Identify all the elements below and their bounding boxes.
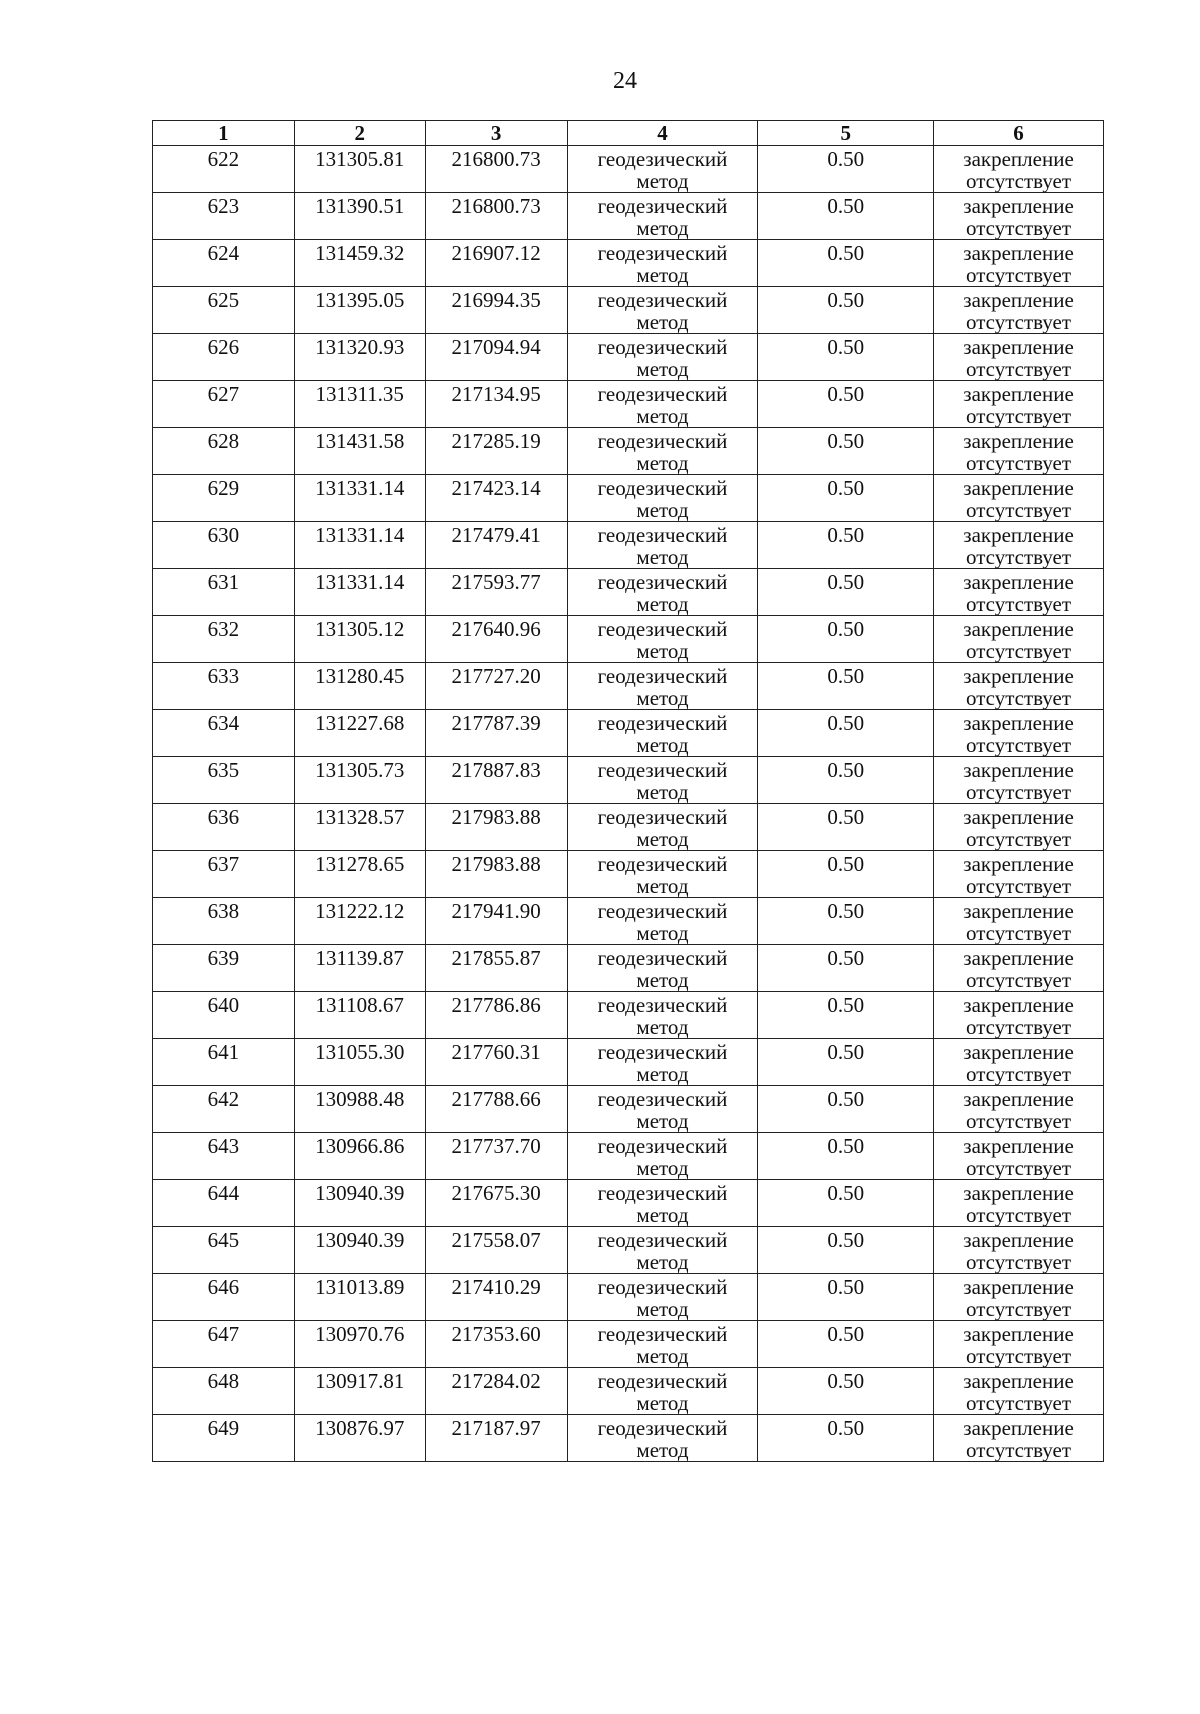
accuracy-cell: 0.50 [758,475,934,522]
x-coordinate-cell: 131331.14 [294,569,425,616]
header-col-2: 2 [294,121,425,146]
x-coordinate-cell: 130966.86 [294,1133,425,1180]
point-number-cell: 637 [153,851,295,898]
point-number-cell: 643 [153,1133,295,1180]
table-row [153,945,1104,992]
x-coordinate-cell: 131139.87 [294,945,425,992]
fixing-description-cell: закрепление отсутствует [934,1133,1104,1180]
y-coordinate-cell: 217134.95 [425,381,567,428]
accuracy-cell: 0.50 [758,522,934,569]
fixing-description-cell: закрепление отсутствует [934,428,1104,475]
accuracy-cell: 0.50 [758,240,934,287]
method-cell: геодезический метод [567,851,758,898]
x-coordinate-cell: 131320.93 [294,334,425,381]
method-cell: геодезический метод [567,522,758,569]
method-cell: геодезический метод [567,1039,758,1086]
y-coordinate-cell: 217479.41 [425,522,567,569]
method-cell: геодезический метод [567,616,758,663]
point-number-cell: 649 [153,1415,295,1462]
table-row [153,1368,1104,1415]
coordinates-table [152,120,1104,1462]
table-row [153,1274,1104,1321]
x-coordinate-cell: 131108.67 [294,992,425,1039]
table-row [153,522,1104,569]
accuracy-cell: 0.50 [758,945,934,992]
accuracy-cell: 0.50 [758,1274,934,1321]
table-row [153,1321,1104,1368]
table-row [153,1180,1104,1227]
point-number-cell: 622 [153,146,295,193]
y-coordinate-cell: 217284.02 [425,1368,567,1415]
x-coordinate-cell: 131331.14 [294,475,425,522]
method-cell: геодезический метод [567,193,758,240]
method-cell: геодезический метод [567,1086,758,1133]
y-coordinate-cell: 217410.29 [425,1274,567,1321]
point-number-cell: 635 [153,757,295,804]
table-row [153,757,1104,804]
accuracy-cell: 0.50 [758,1227,934,1274]
fixing-description-cell: закрепление отсутствует [934,804,1104,851]
header-col-5: 5 [758,121,934,146]
accuracy-cell: 0.50 [758,710,934,757]
y-coordinate-cell: 216907.12 [425,240,567,287]
point-number-cell: 645 [153,1227,295,1274]
point-number-cell: 641 [153,1039,295,1086]
y-coordinate-cell: 217285.19 [425,428,567,475]
method-cell: геодезический метод [567,757,758,804]
point-number-cell: 640 [153,992,295,1039]
accuracy-cell: 0.50 [758,851,934,898]
x-coordinate-cell: 131311.35 [294,381,425,428]
method-cell: геодезический метод [567,146,758,193]
fixing-description-cell: закрепление отсутствует [934,710,1104,757]
fixing-description-cell: закрепление отсутствует [934,1415,1104,1462]
fixing-description-cell: закрепление отсутствует [934,569,1104,616]
point-number-cell: 646 [153,1274,295,1321]
y-coordinate-cell: 217558.07 [425,1227,567,1274]
accuracy-cell: 0.50 [758,663,934,710]
table-row [153,1086,1104,1133]
x-coordinate-cell: 131305.81 [294,146,425,193]
header-col-6: 6 [934,121,1104,146]
method-cell: геодезический метод [567,428,758,475]
method-cell: геодезический метод [567,1368,758,1415]
y-coordinate-cell: 217423.14 [425,475,567,522]
x-coordinate-cell: 130988.48 [294,1086,425,1133]
table-header [153,121,1104,146]
accuracy-cell: 0.50 [758,381,934,428]
accuracy-cell: 0.50 [758,287,934,334]
y-coordinate-cell: 216800.73 [425,193,567,240]
fixing-description-cell: закрепление отсутствует [934,287,1104,334]
x-coordinate-cell: 131227.68 [294,710,425,757]
fixing-description-cell: закрепление отсутствует [934,1274,1104,1321]
header-col-1: 1 [153,121,295,146]
accuracy-cell: 0.50 [758,193,934,240]
method-cell: геодезический метод [567,710,758,757]
accuracy-cell: 0.50 [758,334,934,381]
method-cell: геодезический метод [567,240,758,287]
fixing-description-cell: закрепление отсутствует [934,475,1104,522]
fixing-description-cell: закрепление отсутствует [934,334,1104,381]
accuracy-cell: 0.50 [758,1368,934,1415]
accuracy-cell: 0.50 [758,992,934,1039]
x-coordinate-cell: 131459.32 [294,240,425,287]
x-coordinate-cell: 131280.45 [294,663,425,710]
table-row [153,334,1104,381]
accuracy-cell: 0.50 [758,1086,934,1133]
x-coordinate-cell: 131331.14 [294,522,425,569]
table-row [153,428,1104,475]
accuracy-cell: 0.50 [758,898,934,945]
point-number-cell: 628 [153,428,295,475]
point-number-cell: 636 [153,804,295,851]
table-row [153,804,1104,851]
point-number-cell: 623 [153,193,295,240]
table-row [153,992,1104,1039]
x-coordinate-cell: 131305.73 [294,757,425,804]
method-cell: геодезический метод [567,1321,758,1368]
method-cell: геодезический метод [567,898,758,945]
y-coordinate-cell: 217887.83 [425,757,567,804]
fixing-description-cell: закрепление отсутствует [934,1227,1104,1274]
y-coordinate-cell: 217855.87 [425,945,567,992]
fixing-description-cell: закрепление отсутствует [934,851,1104,898]
page-number: 24 [613,68,637,94]
accuracy-cell: 0.50 [758,804,934,851]
accuracy-cell: 0.50 [758,1321,934,1368]
method-cell: геодезический метод [567,1133,758,1180]
fixing-description-cell: закрепление отсутствует [934,898,1104,945]
point-number-cell: 631 [153,569,295,616]
fixing-description-cell: закрепление отсутствует [934,1039,1104,1086]
fixing-description-cell: закрепление отсутствует [934,146,1104,193]
y-coordinate-cell: 217788.66 [425,1086,567,1133]
y-coordinate-cell: 217983.88 [425,804,567,851]
x-coordinate-cell: 130940.39 [294,1180,425,1227]
header-row [153,121,1104,146]
accuracy-cell: 0.50 [758,146,934,193]
fixing-description-cell: закрепление отсутствует [934,992,1104,1039]
method-cell: геодезический метод [567,663,758,710]
table-row [153,569,1104,616]
table-row [153,616,1104,663]
table-row [153,1415,1104,1462]
point-number-cell: 638 [153,898,295,945]
y-coordinate-cell: 217786.86 [425,992,567,1039]
fixing-description-cell: закрепление отсутствует [934,1180,1104,1227]
point-number-cell: 639 [153,945,295,992]
x-coordinate-cell: 130917.81 [294,1368,425,1415]
y-coordinate-cell: 217094.94 [425,334,567,381]
table-body [153,146,1104,1462]
y-coordinate-cell: 217727.20 [425,663,567,710]
accuracy-cell: 0.50 [758,428,934,475]
table-row [153,710,1104,757]
y-coordinate-cell: 217640.96 [425,616,567,663]
accuracy-cell: 0.50 [758,616,934,663]
method-cell: геодезический метод [567,1227,758,1274]
point-number-cell: 642 [153,1086,295,1133]
table-row [153,287,1104,334]
y-coordinate-cell: 217593.77 [425,569,567,616]
method-cell: геодезический метод [567,1274,758,1321]
table-row [153,663,1104,710]
fixing-description-cell: закрепление отсутствует [934,663,1104,710]
point-number-cell: 625 [153,287,295,334]
x-coordinate-cell: 131278.65 [294,851,425,898]
y-coordinate-cell: 217760.31 [425,1039,567,1086]
method-cell: геодезический метод [567,381,758,428]
x-coordinate-cell: 131390.51 [294,193,425,240]
table-row [153,851,1104,898]
x-coordinate-cell: 131305.12 [294,616,425,663]
header-col-4: 4 [567,121,758,146]
fixing-description-cell: закрепление отсутствует [934,522,1104,569]
y-coordinate-cell: 217675.30 [425,1180,567,1227]
y-coordinate-cell: 217983.88 [425,851,567,898]
fixing-description-cell: закрепление отсутствует [934,1086,1104,1133]
fixing-description-cell: закрепление отсутствует [934,240,1104,287]
y-coordinate-cell: 217353.60 [425,1321,567,1368]
accuracy-cell: 0.50 [758,757,934,804]
accuracy-cell: 0.50 [758,1180,934,1227]
method-cell: геодезический метод [567,569,758,616]
y-coordinate-cell: 217941.90 [425,898,567,945]
x-coordinate-cell: 130876.97 [294,1415,425,1462]
fixing-description-cell: закрепление отсутствует [934,945,1104,992]
point-number-cell: 630 [153,522,295,569]
method-cell: геодезический метод [567,287,758,334]
fixing-description-cell: закрепление отсутствует [934,1321,1104,1368]
table-row [153,193,1104,240]
table-row [153,898,1104,945]
method-cell: геодезический метод [567,334,758,381]
x-coordinate-cell: 131328.57 [294,804,425,851]
table-row [153,1227,1104,1274]
method-cell: геодезический метод [567,804,758,851]
x-coordinate-cell: 130940.39 [294,1227,425,1274]
fixing-description-cell: закрепление отсутствует [934,616,1104,663]
table-row [153,1133,1104,1180]
table-row [153,240,1104,287]
table-row [153,381,1104,428]
y-coordinate-cell: 216800.73 [425,146,567,193]
fixing-description-cell: закрепление отсутствует [934,381,1104,428]
point-number-cell: 644 [153,1180,295,1227]
table-row [153,146,1104,193]
point-number-cell: 624 [153,240,295,287]
header-col-3: 3 [425,121,567,146]
x-coordinate-cell: 131395.05 [294,287,425,334]
y-coordinate-cell: 217187.97 [425,1415,567,1462]
point-number-cell: 634 [153,710,295,757]
fixing-description-cell: закрепление отсутствует [934,1368,1104,1415]
fixing-description-cell: закрепление отсутствует [934,193,1104,240]
method-cell: геодезический метод [567,992,758,1039]
method-cell: геодезический метод [567,945,758,992]
point-number-cell: 648 [153,1368,295,1415]
point-number-cell: 626 [153,334,295,381]
y-coordinate-cell: 217737.70 [425,1133,567,1180]
point-number-cell: 632 [153,616,295,663]
accuracy-cell: 0.50 [758,1039,934,1086]
x-coordinate-cell: 130970.76 [294,1321,425,1368]
accuracy-cell: 0.50 [758,1133,934,1180]
x-coordinate-cell: 131222.12 [294,898,425,945]
accuracy-cell: 0.50 [758,569,934,616]
table-row [153,1039,1104,1086]
y-coordinate-cell: 216994.35 [425,287,567,334]
point-number-cell: 633 [153,663,295,710]
point-number-cell: 647 [153,1321,295,1368]
x-coordinate-cell: 131055.30 [294,1039,425,1086]
x-coordinate-cell: 131431.58 [294,428,425,475]
point-number-cell: 629 [153,475,295,522]
method-cell: геодезический метод [567,1415,758,1462]
fixing-description-cell: закрепление отсутствует [934,757,1104,804]
y-coordinate-cell: 217787.39 [425,710,567,757]
method-cell: геодезический метод [567,475,758,522]
method-cell: геодезический метод [567,1180,758,1227]
accuracy-cell: 0.50 [758,1415,934,1462]
x-coordinate-cell: 131013.89 [294,1274,425,1321]
point-number-cell: 627 [153,381,295,428]
table-row [153,475,1104,522]
